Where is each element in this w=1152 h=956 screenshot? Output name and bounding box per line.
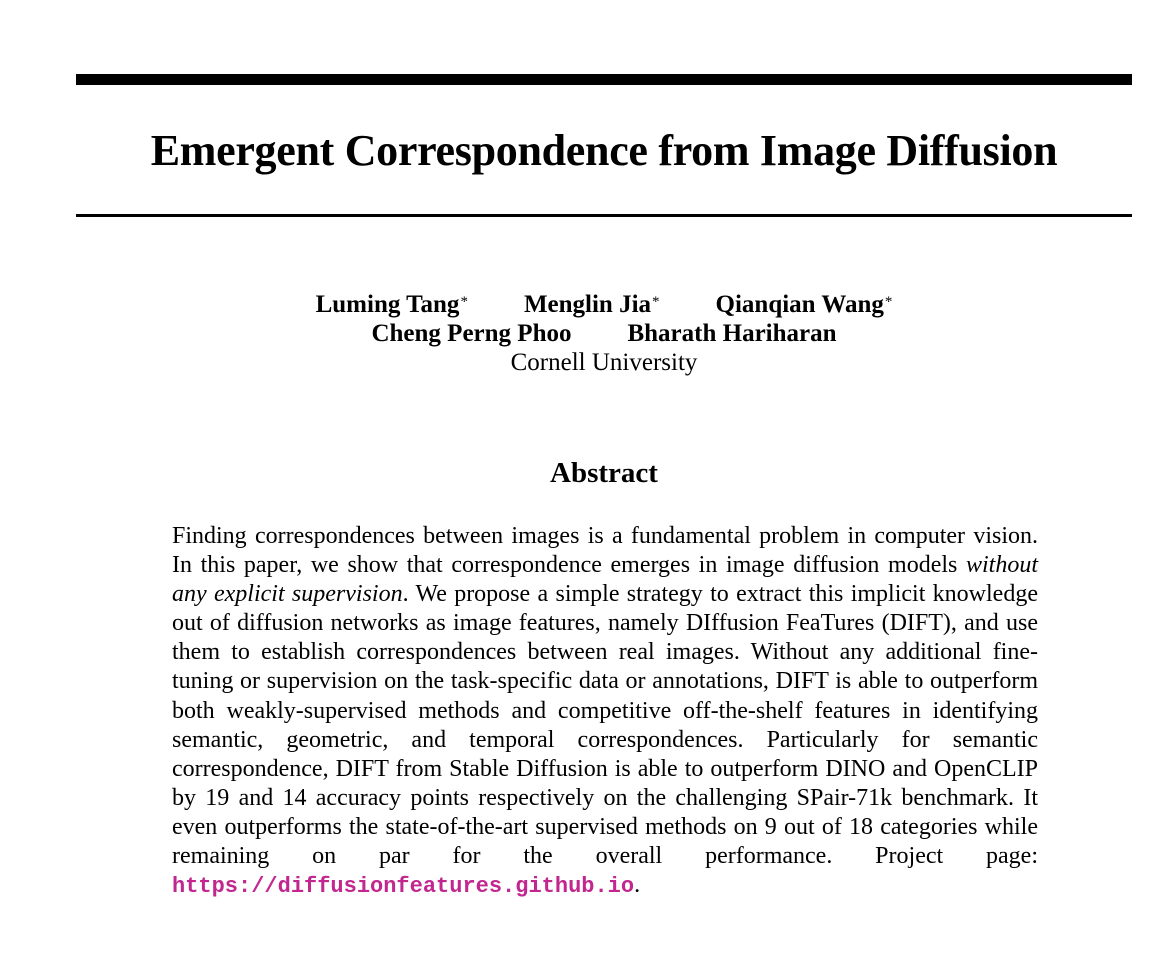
title-bottom-rule xyxy=(76,214,1132,217)
affiliation: Cornell University xyxy=(510,349,698,376)
abstract-heading: Abstract xyxy=(550,457,658,489)
author-menglin-jia: Menglin Jia* xyxy=(523,291,660,318)
abstract-emphasis: without any explicit supervision xyxy=(172,552,1038,608)
author-qianqian-wang: Qianqian Wang* xyxy=(715,291,893,318)
equal-contribution-mark: * xyxy=(460,294,468,310)
project-page-link[interactable]: https://diffusionfeatures.github.io xyxy=(172,874,635,900)
abstract-body: Finding correspondences between images is a fundamental problem in computer vision. In this paper, we show that correspondence emerges in image diffusion models without any explicit supervision. We propose a simple strategy to extract this implicit knowledge out of diffusion networks as image features, namely DIffusion FeaTures (DIFT), and use them to establish correspondences between real images. Without any additional fine-tuning or supervision on the task-specific data or annotations, DIFT is able to outperform both weakly-supervised methods and competitive off-the-shelf features in identifying semantic, geometric, and temporal correspondences. Particularly for semantic correspondence, DIFT from Stable Diffusion is able to outperform DINO and OpenCLIP by 19 and 14 accuracy points respectively on the challenging SPair-71k benchmark. It even outperforms the state-of-the-art supervised methods on 9 out of 18 categories while remaining on par for the overall performance. Project page: https://diffusionfeatures.github.io. xyxy=(172,523,1038,900)
author-cheng-perng-phoo: Cheng Perng Phoo xyxy=(371,320,572,347)
author-bharath-hariharan: Bharath Hariharan xyxy=(627,320,837,347)
author-row-2 xyxy=(76,319,1132,348)
equal-contribution-mark: * xyxy=(652,294,660,310)
author-row-1 xyxy=(76,290,1132,319)
paper-title: Emergent Correspondence from Image Diffusion xyxy=(150,126,1058,175)
equal-contribution-mark: * xyxy=(884,294,893,310)
author-luming-tang: Luming Tang* xyxy=(315,291,468,318)
top-rule xyxy=(76,74,1132,85)
author-block xyxy=(76,290,1132,377)
